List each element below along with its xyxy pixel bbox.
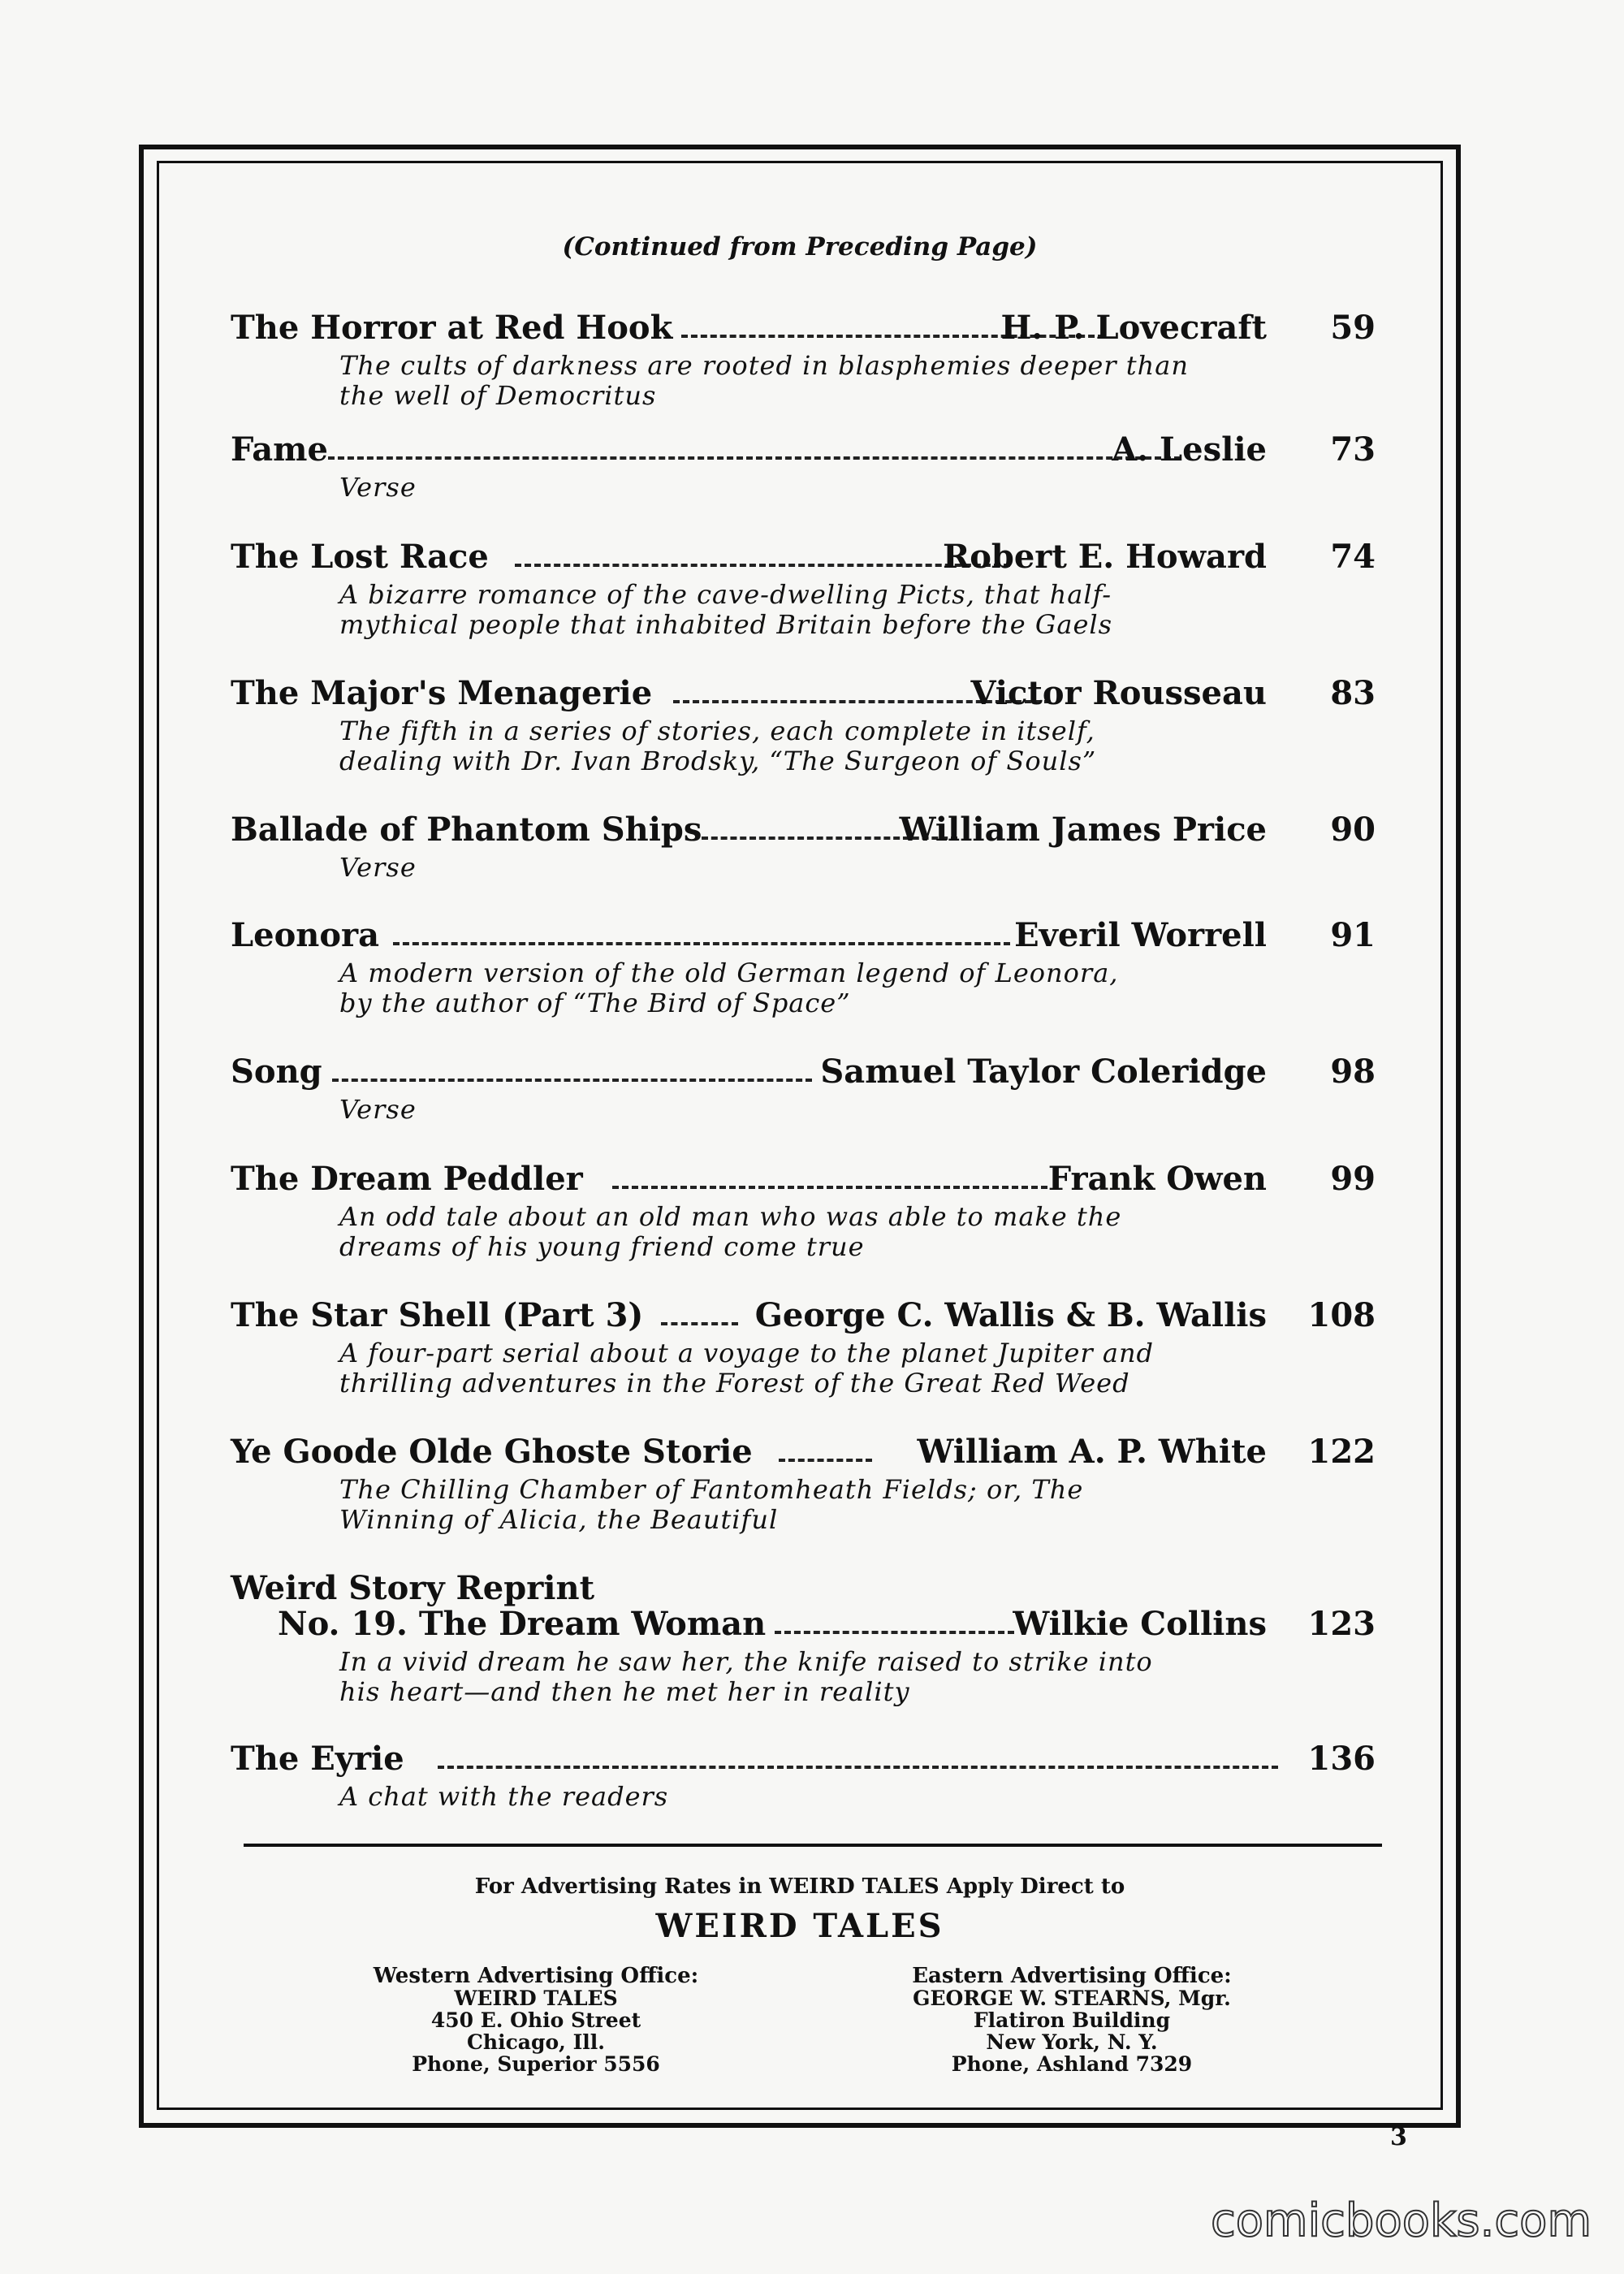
story-description: A four-part serial about a voyage to the planet Jupiter and thrilling adventures in the Forest of the Great Red Weed (339, 1338, 1155, 1399)
dot-leader (393, 942, 1010, 945)
advertising-line: For Advertising Rates in WEIRD TALES Apply Direct to (474, 1874, 1125, 1899)
page-number: 90 (1330, 811, 1376, 849)
story-title: Leonora (231, 916, 380, 954)
story-description: A chat with the readers (339, 1781, 669, 1812)
continued-note: (Continued from Preceding Page) (562, 232, 1038, 262)
page-number: 99 (1330, 1160, 1376, 1198)
story-author: William James Price (899, 811, 1267, 849)
story-author: Victor Rousseau (970, 674, 1267, 712)
story-author: H. P. Lovecraft (1000, 309, 1267, 347)
dot-leader (438, 1766, 1278, 1769)
story-description: A modern version of the old German legend of Leonora, by the author of “The Bird of Space” (339, 958, 1119, 1018)
story-description: The Chilling Chamber of Fantomheath Fields; or, The Winning of Alicia, the Beautiful (339, 1474, 1084, 1535)
page-number: 73 (1330, 430, 1376, 469)
dot-leader (779, 1459, 872, 1462)
story-title: Fame (231, 430, 328, 469)
page-number: 123 (1307, 1605, 1376, 1643)
story-description: A bizarre romance of the cave-dwelling Picts, that half- mythical people that inhabited Britain before the Gaels (339, 579, 1113, 640)
story-title: Ye Goode Olde Ghoste Storie (231, 1433, 753, 1471)
page-folio: 3 (1390, 2123, 1407, 2151)
story-title: No. 19. The Dream Woman (278, 1605, 767, 1643)
story-title: The Eyrie (231, 1740, 404, 1778)
toc-entry (231, 1053, 1376, 1125)
story-description: An odd tale about an old man who was able to make the dreams of his young friend come true (339, 1201, 1122, 1262)
story-author: William A. P. White (917, 1433, 1267, 1471)
story-title: The Horror at Red Hook (231, 309, 673, 347)
reprint-heading: Weird Story Reprint (231, 1569, 595, 1607)
watermark: comicbooks.com (1210, 2194, 1592, 2247)
story-author: Everil Worrell (1014, 916, 1267, 954)
page-number: 98 (1330, 1053, 1376, 1091)
story-title: Song (231, 1053, 322, 1091)
eastern-office: Eastern Advertising Office: GEORGE W. STEARNS, Mgr. Flatiron Building New York, N. Y. Phone, Ashland 7329 (912, 1964, 1232, 2076)
story-author: George C. Wallis & B. Wallis (754, 1296, 1267, 1334)
divider-rule (244, 1844, 1382, 1847)
story-title: The Dream Peddler (231, 1160, 583, 1198)
dot-leader (515, 564, 1010, 567)
dot-leader (661, 1322, 738, 1325)
toc-entry (231, 1433, 1376, 1535)
dot-leader (612, 1186, 1047, 1189)
story-title: The Major's Menagerie (231, 674, 653, 712)
toc-entry (231, 674, 1376, 776)
dot-leader (775, 1631, 1014, 1634)
western-office: Western Advertising Office: WEIRD TALES 450 E. Ohio Street Chicago, Ill. Phone, Superior 5556 (373, 1964, 699, 2076)
dot-leader (332, 1079, 812, 1082)
story-description: Verse (339, 1094, 417, 1125)
story-description: Verse (339, 852, 417, 883)
page-number: 136 (1307, 1740, 1376, 1778)
toc-entry (231, 1569, 1376, 1707)
dot-leader (328, 456, 1181, 460)
story-title: The Star Shell (Part 3) (231, 1296, 644, 1334)
toc-entry (231, 430, 1376, 503)
story-title: The Lost Race (231, 538, 489, 576)
toc-entry (231, 1740, 1376, 1812)
story-author: Samuel Taylor Coleridge (820, 1053, 1267, 1091)
story-author: A. Leslie (1112, 430, 1267, 469)
story-author: Frank Owen (1047, 1160, 1267, 1198)
toc-entry (231, 1160, 1376, 1262)
page-number: 91 (1330, 916, 1376, 954)
page-number: 74 (1330, 538, 1376, 576)
toc-entry (231, 916, 1376, 1018)
toc-entry (231, 811, 1376, 883)
story-description: In a vivid dream he saw her, the knife raised to strike into his heart—and then he met her in reality (339, 1646, 1153, 1707)
toc-entry (231, 1296, 1376, 1399)
toc-entry (231, 309, 1376, 411)
toc-entry (231, 538, 1376, 640)
page-number: 122 (1307, 1433, 1376, 1471)
story-description: The fifth in a series of stories, each complete in itself, dealing with Dr. Ivan Brodsky, “The Surgeon of Souls” (339, 715, 1097, 776)
story-title: Ballade of Phantom Ships (231, 811, 702, 849)
story-author: Robert E. Howard (942, 538, 1267, 576)
story-description: The cults of darkness are rooted in blasphemies deeper than the well of Democritus (339, 350, 1189, 411)
page-number: 83 (1330, 674, 1376, 712)
page-number: 59 (1330, 309, 1376, 347)
story-description: Verse (339, 472, 417, 503)
story-author: Wilkie Collins (1013, 1605, 1267, 1643)
page-number: 108 (1307, 1296, 1376, 1334)
advertising-title: WEIRD TALES (655, 1907, 944, 1945)
